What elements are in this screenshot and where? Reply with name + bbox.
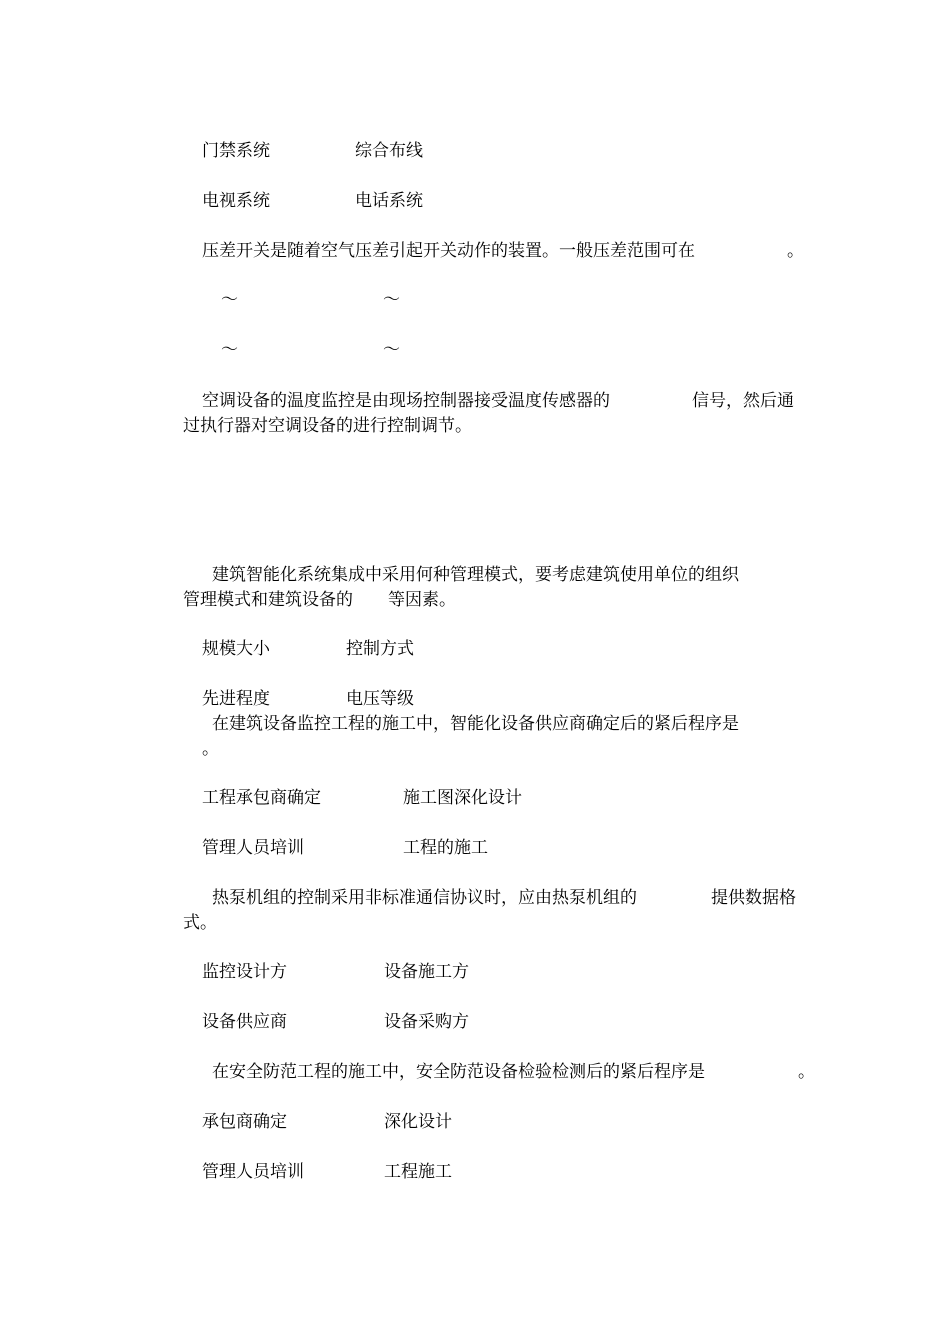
q4-stem-line1: 建筑智能化系统集成中采用何种管理模式，要考虑建筑使用单位的组织 bbox=[212, 565, 739, 585]
q1-option-a: 门禁系统 bbox=[202, 141, 270, 161]
q5-option-a: 工程承包商确定 bbox=[202, 788, 321, 808]
q6-option-d: 设备采购方 bbox=[384, 1012, 469, 1032]
q2-stem-end: 。 bbox=[787, 241, 804, 261]
q7-stem-end: 。 bbox=[798, 1062, 815, 1082]
q7-option-a: 承包商确定 bbox=[202, 1112, 287, 1132]
q2-option-a: ～ bbox=[221, 290, 238, 310]
q1-option-c: 电视系统 bbox=[202, 191, 270, 211]
q3-stem-part2: 信号，然后通 bbox=[692, 391, 794, 411]
q4-stem-line2-a: 管理模式和建筑设备的 bbox=[183, 590, 353, 610]
q5-option-c: 管理人员培训 bbox=[202, 838, 304, 858]
q2-option-c: ～ bbox=[221, 340, 238, 360]
q7-option-c: 管理人员培训 bbox=[202, 1162, 304, 1182]
q1-option-b: 综合布线 bbox=[355, 141, 423, 161]
q2-option-b: ～ bbox=[383, 290, 400, 310]
q1-option-d: 电话系统 bbox=[355, 191, 423, 211]
q7-stem: 在安全防范工程的施工中，安全防范设备检验检测后的紧后程序是 bbox=[212, 1062, 705, 1082]
q5-stem-line1: 在建筑设备监控工程的施工中，智能化设备供应商确定后的紧后程序是 bbox=[212, 714, 739, 734]
q2-option-d: ～ bbox=[383, 340, 400, 360]
q4-option-c: 先进程度 bbox=[202, 689, 270, 709]
q6-option-c: 设备供应商 bbox=[202, 1012, 287, 1032]
q5-option-d: 工程的施工 bbox=[403, 838, 488, 858]
q4-option-d: 电压等级 bbox=[346, 689, 414, 709]
q7-option-b: 深化设计 bbox=[384, 1112, 452, 1132]
q6-stem-part1: 热泵机组的控制采用非标准通信协议时，应由热泵机组的 bbox=[212, 888, 637, 908]
q4-stem-line2-b: 等因素。 bbox=[388, 590, 456, 610]
q6-option-b: 设备施工方 bbox=[384, 962, 469, 982]
q5-option-b: 施工图深化设计 bbox=[403, 788, 522, 808]
q7-option-d: 工程施工 bbox=[384, 1162, 452, 1182]
q6-option-a: 监控设计方 bbox=[202, 962, 287, 982]
q4-option-a: 规模大小 bbox=[202, 639, 270, 659]
q3-stem-line2: 过执行器对空调设备的进行控制调节。 bbox=[183, 416, 472, 436]
q3-stem-part1: 空调设备的温度监控是由现场控制器接受温度传感器的 bbox=[202, 391, 610, 411]
q4-option-b: 控制方式 bbox=[346, 639, 414, 659]
q6-stem-part2: 提供数据格 bbox=[711, 888, 796, 908]
q6-stem-line2: 式。 bbox=[183, 913, 217, 933]
q2-stem: 压差开关是随着空气压差引起开关动作的装置。一般压差范围可在 bbox=[202, 241, 695, 261]
q5-stem-line2: 。 bbox=[202, 739, 219, 759]
